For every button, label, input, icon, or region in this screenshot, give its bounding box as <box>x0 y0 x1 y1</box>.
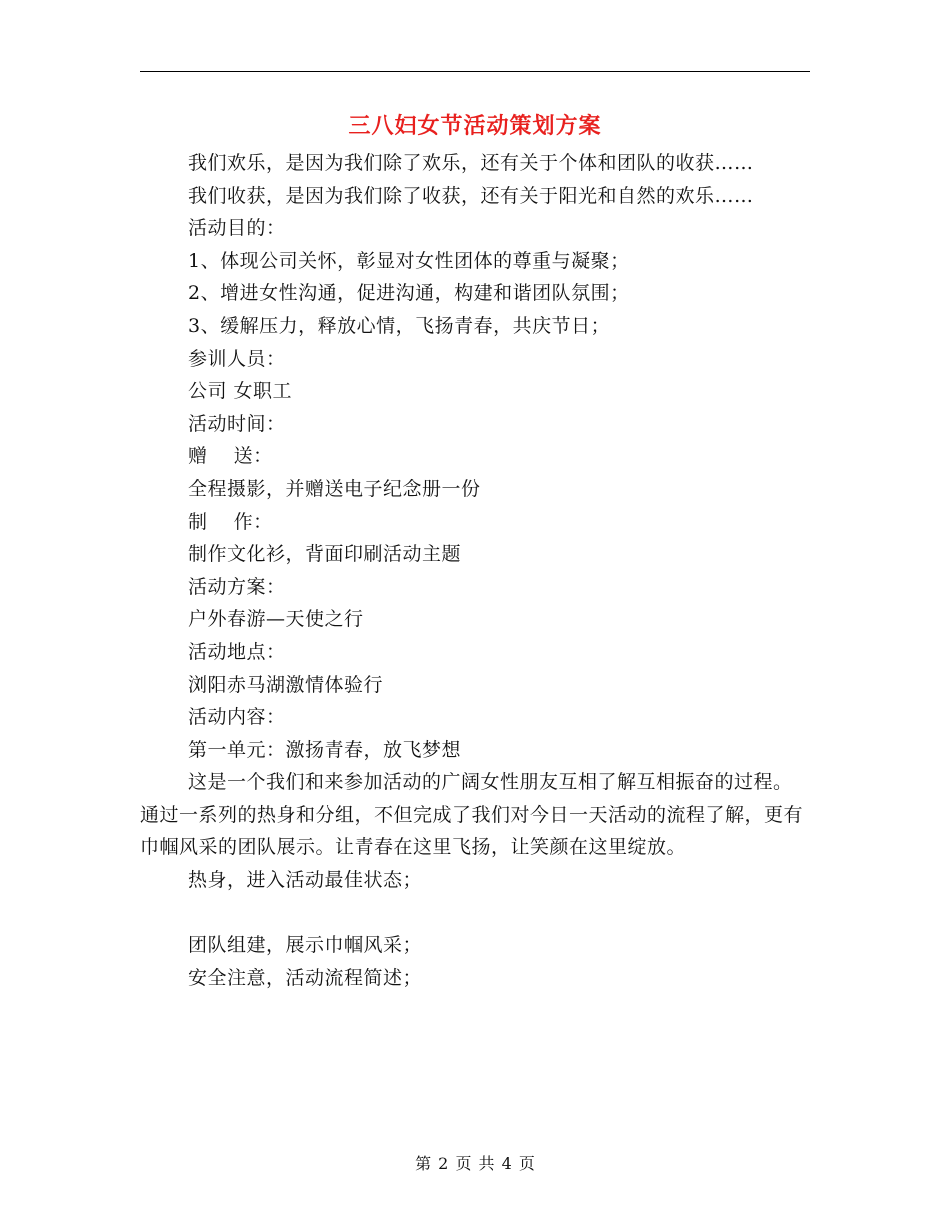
page-number: 第 2 页 共 4 页 <box>415 1154 535 1173</box>
document-body <box>140 147 805 994</box>
heading-content: 活动内容： <box>188 706 286 729</box>
heading-gift: 赠 送： <box>188 445 273 468</box>
heading-participants: 参训人员： <box>188 347 286 370</box>
unit-one-description: 这是一个我们和来参加活动的广阔女性朋友互相了解互相振奋的过程。通过一系列的热身和分组，不但完成了我们对今日一天活动的流程了解，更有巾帼风采的团队展示。让青春在这里飞扬，让笑颜在这里绽放。 <box>140 771 804 859</box>
step-team-building: 团队组建，展示巾帼风采； <box>188 934 423 957</box>
document-title: 三八妇女节活动策划方案 <box>348 113 602 139</box>
production-value: 制作文化衫，背面印刷活动主题 <box>188 543 462 566</box>
paragraph-intro-2: 我们收获，是因为我们除了收获，还有关于阳光和自然的欢乐…… <box>188 184 754 207</box>
heading-plan: 活动方案： <box>188 575 286 598</box>
step-warmup: 热身，进入活动最佳状态； <box>188 869 423 892</box>
plan-value: 户外春游—天使之行 <box>188 608 364 631</box>
location-value: 浏阳赤马湖激情体验行 <box>188 673 384 696</box>
purpose-item-1: 1、体现公司关怀，彰显对女性团体的尊重与凝聚； <box>188 249 630 272</box>
blank-line <box>140 897 805 930</box>
header-rule <box>140 71 810 72</box>
paragraph-intro-1: 我们欢乐，是因为我们除了欢乐，还有关于个体和团队的收获…… <box>188 152 754 174</box>
heading-location: 活动地点： <box>188 640 286 663</box>
heading-time: 活动时间： <box>188 412 286 435</box>
step-safety: 安全注意，活动流程简述； <box>188 966 423 989</box>
purpose-item-3: 3、缓解压力，释放心情，飞扬青春，共庆节日； <box>188 314 611 337</box>
participants-value: 公司 女职工 <box>188 380 293 403</box>
heading-production: 制 作： <box>188 510 273 533</box>
gift-value: 全程摄影，并赠送电子纪念册一份 <box>188 477 481 500</box>
heading-purpose: 活动目的： <box>188 217 286 240</box>
purpose-item-2: 2、增进女性沟通，促进沟通，构建和谐团队氛围； <box>188 282 630 305</box>
unit-one-heading: 第一单元：激扬青春，放飞梦想 <box>188 738 462 761</box>
